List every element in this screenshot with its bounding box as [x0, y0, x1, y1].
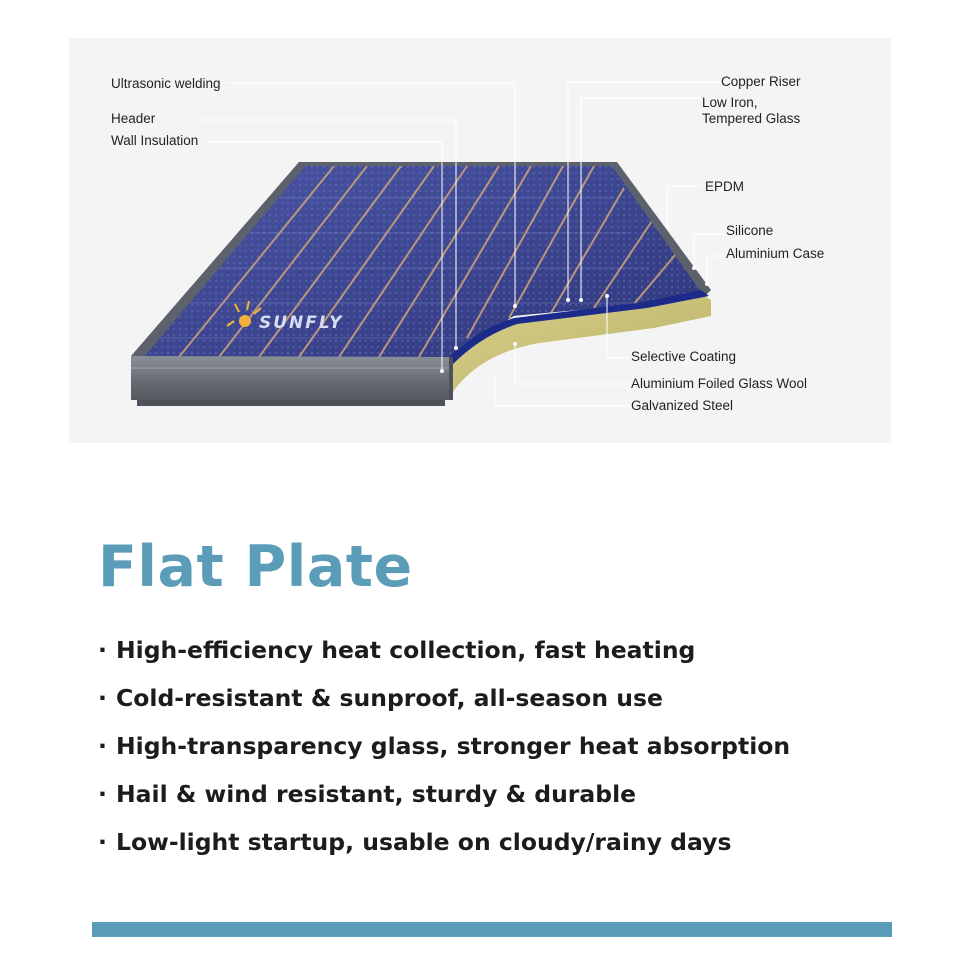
- bullet-dot: ·: [98, 732, 107, 760]
- frame-side: [131, 356, 449, 400]
- label-silicone: Silicone: [726, 223, 774, 238]
- label-header: Header: [111, 111, 156, 126]
- label-aluminium-case: Aluminium Case: [726, 246, 825, 261]
- feature-item: [98, 722, 790, 770]
- feature-item: [98, 626, 790, 674]
- feature-list: [98, 626, 790, 866]
- label-epdm: EPDM: [705, 179, 745, 194]
- footer-accent-bar: [92, 922, 892, 937]
- feature-text: Low-light startup, usable on cloudy/rainy days: [116, 828, 732, 856]
- label-galvanized-steel: Galvanized Steel: [631, 398, 734, 413]
- feature-text: High-efficiency heat collection, fast heating: [116, 636, 696, 664]
- feature-text: High-transparency glass, stronger heat absorption: [116, 732, 791, 760]
- feature-item: [98, 770, 790, 818]
- feature-item: [98, 674, 790, 722]
- bullet-dot: ·: [98, 780, 107, 808]
- label-selective-coating: Selective Coating: [631, 349, 737, 364]
- feature-item: [98, 818, 790, 866]
- feature-text: Hail & wind resistant, sturdy & durable: [116, 780, 637, 808]
- collector-diagram: [69, 38, 891, 443]
- label-low-iron-tempered-glass: Low Iron, Tempered Glass: [702, 95, 801, 126]
- feature-text: Cold-resistant & sunproof, all-season use: [116, 684, 663, 712]
- bullet-dot: ·: [98, 684, 107, 712]
- bullet-dot: ·: [98, 636, 107, 664]
- label-ultrasonic-welding: Ultrasonic welding: [111, 76, 221, 91]
- label-aluminium-foiled-glass-wool: Aluminium Foiled Glass Wool: [631, 376, 808, 391]
- label-copper-riser: Copper Riser: [721, 74, 801, 89]
- page-title: Flat Plate: [98, 534, 413, 600]
- svg-text:SUNFLY: SUNFLY: [259, 313, 344, 333]
- bullet-dot: ·: [98, 828, 107, 856]
- label-wall-insulation: Wall Insulation: [111, 133, 199, 148]
